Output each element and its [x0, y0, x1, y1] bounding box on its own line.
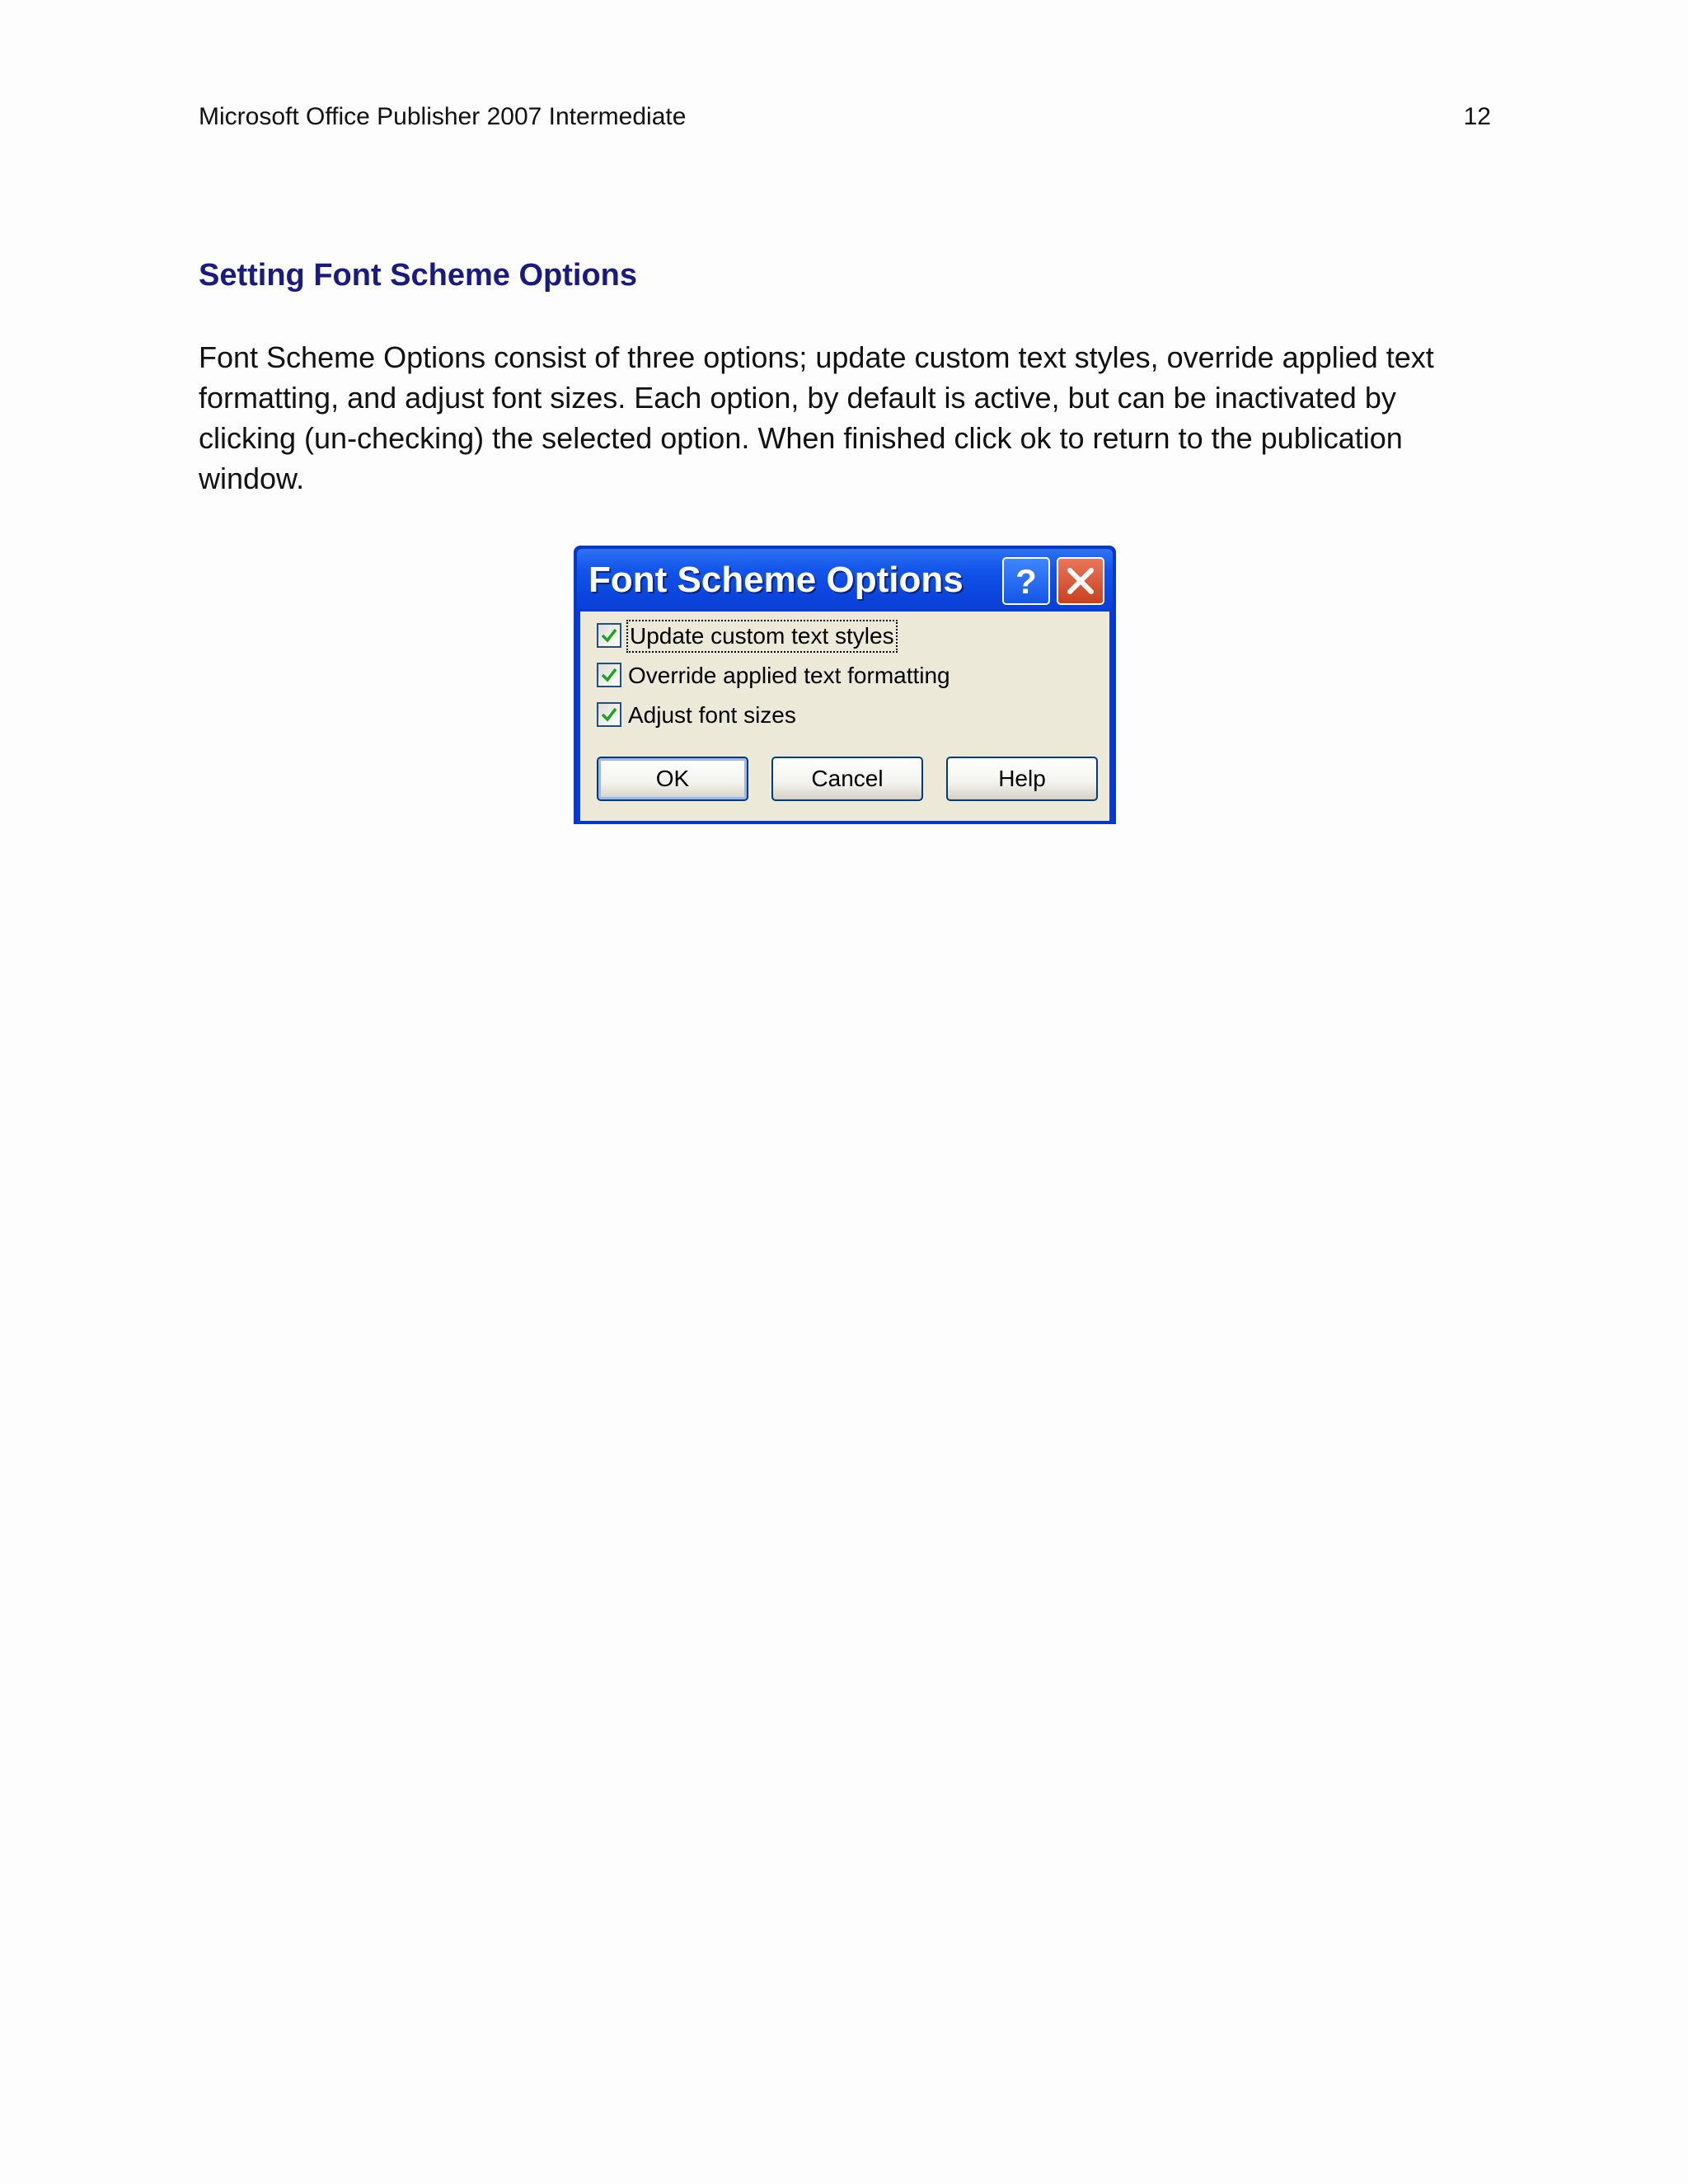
- close-title-button[interactable]: [1057, 557, 1104, 605]
- checkmark-icon: [600, 705, 618, 724]
- option-label: Override applied text formatting: [628, 663, 950, 688]
- help-button[interactable]: Help: [946, 757, 1098, 801]
- section-heading: Setting Font Scheme Options: [199, 258, 638, 293]
- checkmark-icon: [600, 666, 618, 684]
- page-header: [199, 101, 1491, 134]
- close-x-icon: [1058, 559, 1103, 603]
- checkbox-override-applied-text-formatting[interactable]: [597, 663, 621, 687]
- ok-button[interactable]: OK: [597, 757, 748, 801]
- dialog-client-area: [580, 612, 1109, 821]
- dialog-titlebar[interactable]: [577, 549, 1113, 612]
- checkmark-icon: [600, 626, 618, 644]
- checkbox-adjust-font-sizes[interactable]: [597, 702, 621, 727]
- checkbox-update-custom-text-styles[interactable]: [597, 623, 621, 648]
- option-label: Adjust font sizes: [628, 702, 796, 728]
- dialog-title: Font Scheme Options: [588, 560, 964, 600]
- font-scheme-options-dialog: [574, 546, 1116, 824]
- page-number: 12: [1463, 103, 1491, 130]
- document-title: Microsoft Office Publisher 2007 Intermediate: [199, 103, 687, 130]
- option-label: Update custom text styles: [628, 621, 896, 651]
- help-title-button[interactable]: [1002, 557, 1050, 605]
- svg-text:?: ?: [1015, 562, 1037, 601]
- question-mark-icon: [1004, 559, 1048, 603]
- cancel-button[interactable]: Cancel: [771, 757, 923, 801]
- body-paragraph: Font Scheme Options consist of three options; update custom text styles, override applied text formatting, and adjust font sizes. Each option, by default is active, but can be inactivated by clicking (un-checking) the selected option. When finished click ok to return to the publication window.: [199, 340, 1434, 495]
